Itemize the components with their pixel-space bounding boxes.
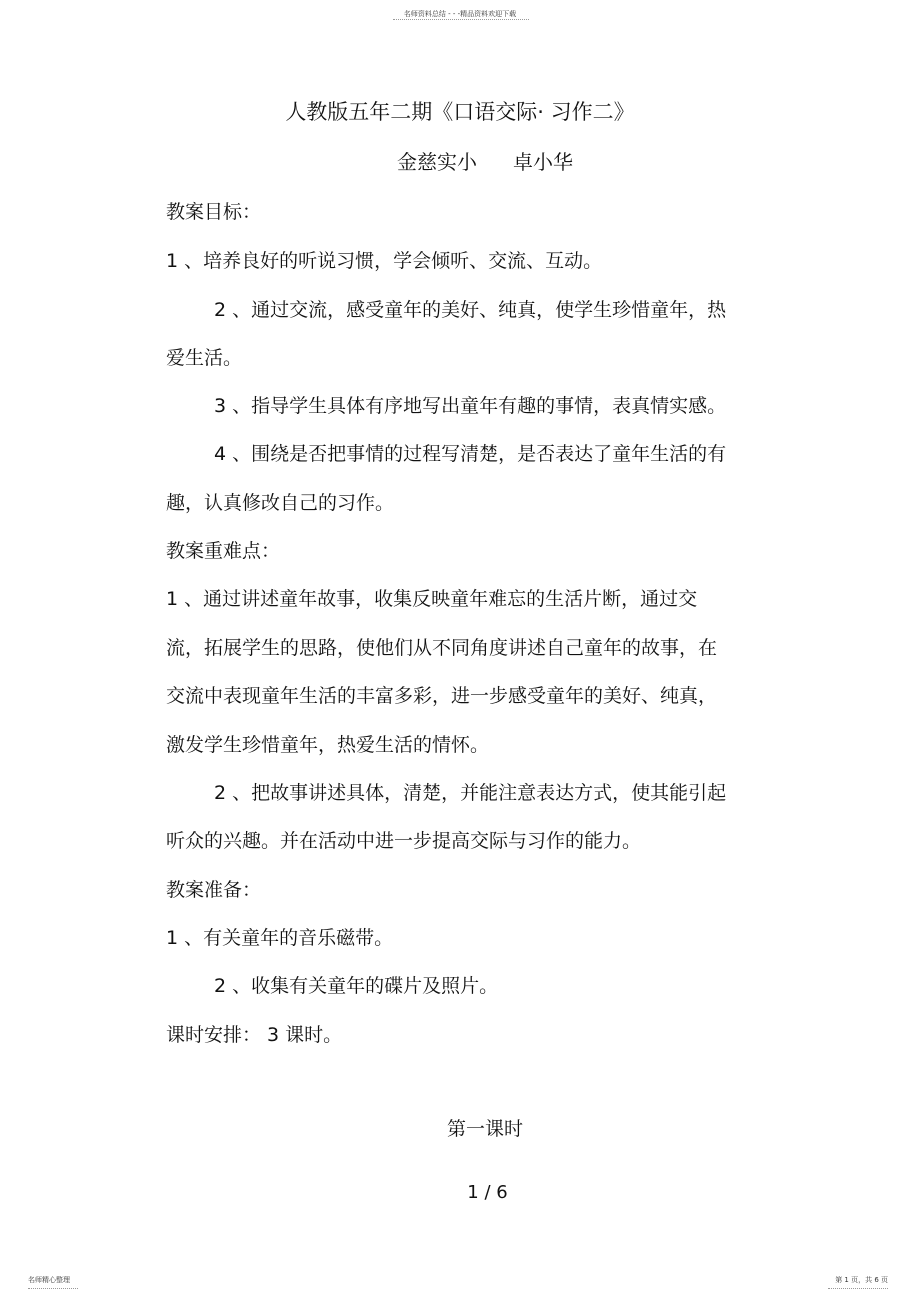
section-heading-goals: 教案目标： <box>166 201 262 223</box>
goal-item-2: 2 、通过交流，感受童年的美好、纯真，使学生珍惜童年，热 <box>214 299 727 321</box>
page-header-banner: 名师资料总结 - - -精品资料欢迎下载 <box>403 10 517 18</box>
author-name: 卓小华 <box>513 150 573 174</box>
footer-left: 名师精心整理 <box>28 1276 70 1284</box>
difficulty-item-2-cont: 听众的兴趣。并在活动中进一步提高交际与习作的能力。 <box>166 830 642 852</box>
header-dotted-rule <box>393 19 529 20</box>
difficulty-item-1-cont-b: 交流中表现童年生活的丰富多彩，进一步感受童年的美好、纯真， <box>166 685 718 707</box>
author-school: 金慈实小 <box>397 150 477 174</box>
difficulty-item-1-cont-c: 激发学生珍惜童年，热爱生活的情怀。 <box>166 734 490 756</box>
footer-left-dotted-rule <box>28 1288 78 1289</box>
goal-item-3: 3 、指导学生具体有序地写出童年有趣的事情，表真情实感。 <box>214 395 727 417</box>
difficulty-item-2: 2 、把故事讲述具体，清楚，并能注意表达方式，使其能引起 <box>214 782 727 804</box>
page-number: 1 / 6 <box>467 1182 508 1203</box>
section-heading-difficulties: 教案重难点： <box>166 540 281 562</box>
goal-item-4-cont: 趣，认真修改自己的习作。 <box>166 492 395 514</box>
goal-item-2-cont: 爱生活。 <box>166 347 243 369</box>
goal-item-1: 1 、培养良好的听说习惯，学会倾听、交流、互动。 <box>166 250 603 272</box>
difficulty-item-1: 1 、通过讲述童年故事，收集反映童年难忘的生活片断，通过交 <box>166 588 698 610</box>
section-heading-lesson-1: 第一课时 <box>446 1118 523 1140</box>
preparation-item-2: 2 、收集有关童年的碟片及照片。 <box>214 975 499 997</box>
footer-right-dotted-rule <box>828 1288 888 1289</box>
document-title: 人教版五年二期《口语交际· 习作二》 <box>285 100 635 124</box>
author-line <box>0 146 920 175</box>
difficulty-item-1-cont-a: 流，拓展学生的思路，使他们从不同角度讲述自己童年的故事，在 <box>166 637 718 659</box>
goal-item-4: 4 、围绕是否把事情的过程写清楚，是否表达了童年生活的有 <box>214 443 727 465</box>
schedule-line: 课时安排： 3 课时。 <box>166 1024 343 1046</box>
preparation-item-1: 1 、有关童年的音乐磁带。 <box>166 927 394 949</box>
footer-right-page-count: 第 1 页，共 6 页 <box>835 1276 888 1284</box>
section-heading-preparation: 教案准备： <box>166 879 262 901</box>
